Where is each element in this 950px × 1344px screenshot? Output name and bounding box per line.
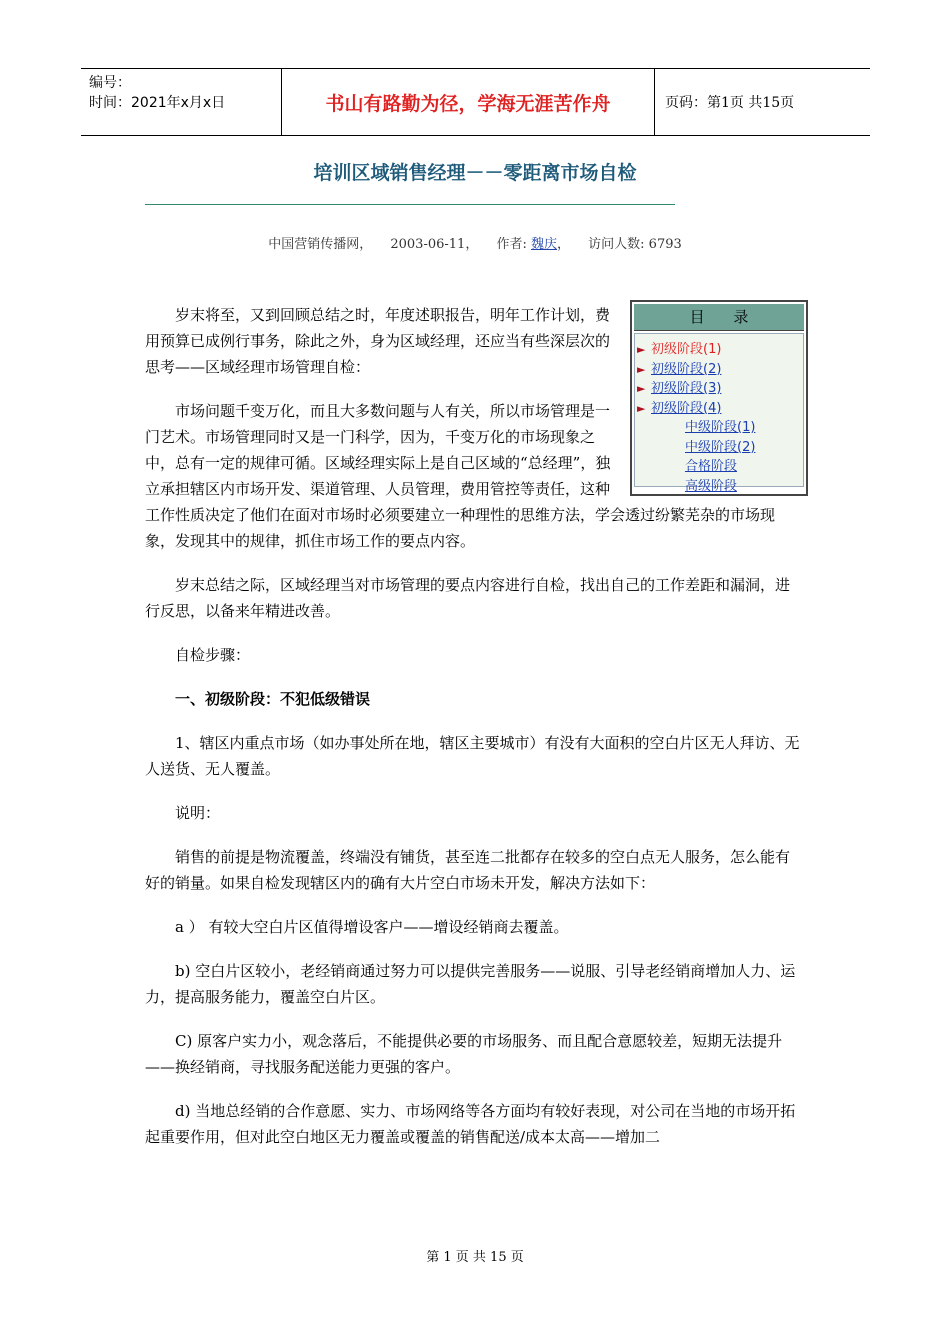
paragraph: 说明： xyxy=(175,804,221,822)
paragraph: C) 原客户实力小，观念落后，不能提供必要的市场服务、而且配合意愿较差，短期无法提升——换经销商，寻找服务配送能力更强的客户。 xyxy=(145,1032,783,1076)
toc-item-basic-4[interactable] xyxy=(637,399,803,419)
number-label: 编号： xyxy=(89,75,131,91)
toc-item-qualified[interactable] xyxy=(637,457,803,477)
paragraph: 1、辖区内重点市场（如办事处所在地，辖区主要城市）有没有大面积的空白片区无人拜访、无人送货、无人覆盖。 xyxy=(145,734,800,778)
arrow-right-icon: ► xyxy=(637,362,646,376)
toc-item-mid-1[interactable] xyxy=(637,418,803,438)
article-body xyxy=(145,302,800,1168)
source: 中国营销传播网， xyxy=(268,237,373,252)
toc-link[interactable]: 合格阶段 xyxy=(685,459,738,474)
page-header xyxy=(81,68,870,136)
header-page-info: 页码：第1页 共15页 xyxy=(665,95,795,111)
paragraph: d) 当地总经销的合作意愿、实力、市场网络等各方面均有较好表现，对公司在当地的市场开拓起重要作用，但对此空白地区无力覆盖或覆盖的销售配送/成本太高——增加二 xyxy=(145,1102,796,1146)
paragraph: b) 空白片区较小，老经销商通过努力可以提供完善服务——说服、引导老经销商增加人力、运力，提高服务能力，覆盖空白片区。 xyxy=(145,962,796,1006)
author-label: 作者: xyxy=(496,237,527,252)
paragraph: a ） 有较大空白片区值得增设客户——增设经销商去覆盖。 xyxy=(175,918,569,936)
toc-item-basic-3[interactable] xyxy=(637,379,803,399)
author-suffix: ， xyxy=(557,237,571,252)
toc-link[interactable]: 初级阶段(4) xyxy=(651,400,722,416)
paragraph: 销售的前提是物流覆盖，终端没有铺货，甚至连二批都存在较多的空白点无人服务，怎么能有好的销量。如果自检发现辖区内的确有大片空白市场未开发，解决方法如下： xyxy=(145,848,791,892)
page-footer: 第 1 页 共 15 页 xyxy=(426,1250,524,1265)
author-link[interactable]: 魏庆 xyxy=(531,237,558,252)
toc-list xyxy=(634,333,804,494)
visit-count: 访问人数: 6793 xyxy=(588,237,682,252)
toc-item-basic-1[interactable] xyxy=(637,340,803,360)
header-meta xyxy=(81,69,281,135)
title-divider xyxy=(145,204,675,205)
paragraph: 市场问题千变万化，而且大多数问题与人有关，所以市场管理是一门艺术。市场管理同时又是一门科学，因为，千变万化的市场现象之中，总有一定的规律可循。区域经理实际上是自己区域的“总经理”，独立承担辖区内市场开发、渠道管理、人员管理，费用管控等责任，这种工作性质决定了他们在面对市场时必须要建立一种理性的思维方法，学会透过纷繁芜杂的市场现象，发现其中的规律，抓住市场工作的要点内容。 xyxy=(145,402,776,550)
header-motto: 书山有路勤为径，学海无涯苦作舟 xyxy=(281,69,655,135)
arrow-right-icon: ► xyxy=(637,343,646,356)
toc-link[interactable]: 初级阶段(1) xyxy=(651,342,722,357)
toc-item-mid-2[interactable] xyxy=(637,438,803,458)
toc-link[interactable]: 高级阶段 xyxy=(685,478,738,494)
toc-item-basic-2[interactable] xyxy=(637,360,803,380)
table-of-contents xyxy=(630,300,808,496)
article-meta xyxy=(0,233,950,252)
article-title: 培训区域销售经理－－零距离市场自检 xyxy=(313,162,637,184)
toc-link[interactable]: 中级阶段(1) xyxy=(685,420,756,435)
paragraph: 岁末总结之际，区域经理当对市场管理的要点内容进行自检，找出自己的工作差距和漏洞，进行反思，以备来年精进改善。 xyxy=(145,576,791,620)
paragraph: 岁末将至，又到回顾总结之时，年度述职报告，明年工作计划，费用预算已成例行事务，除此之外，身为区域经理，还应当有些深层次的思考——区域经理市场管理自检： xyxy=(145,306,611,376)
arrow-right-icon: ► xyxy=(637,401,646,415)
paragraph: 自检步骤： xyxy=(175,646,251,664)
publish-date: 2003-06-11， xyxy=(390,237,479,252)
toc-link[interactable]: 初级阶段(2) xyxy=(651,361,722,377)
toc-link[interactable]: 初级阶段(3) xyxy=(651,381,722,396)
toc-link[interactable]: 中级阶段(2) xyxy=(685,439,756,455)
toc-item-advanced[interactable] xyxy=(637,477,803,497)
toc-title: 目 录 xyxy=(634,304,804,331)
time-label: 时间：2021年x月x日 xyxy=(89,95,226,111)
section-heading: 一、初级阶段：不犯低级错误 xyxy=(175,690,371,708)
arrow-right-icon: ► xyxy=(637,382,646,395)
